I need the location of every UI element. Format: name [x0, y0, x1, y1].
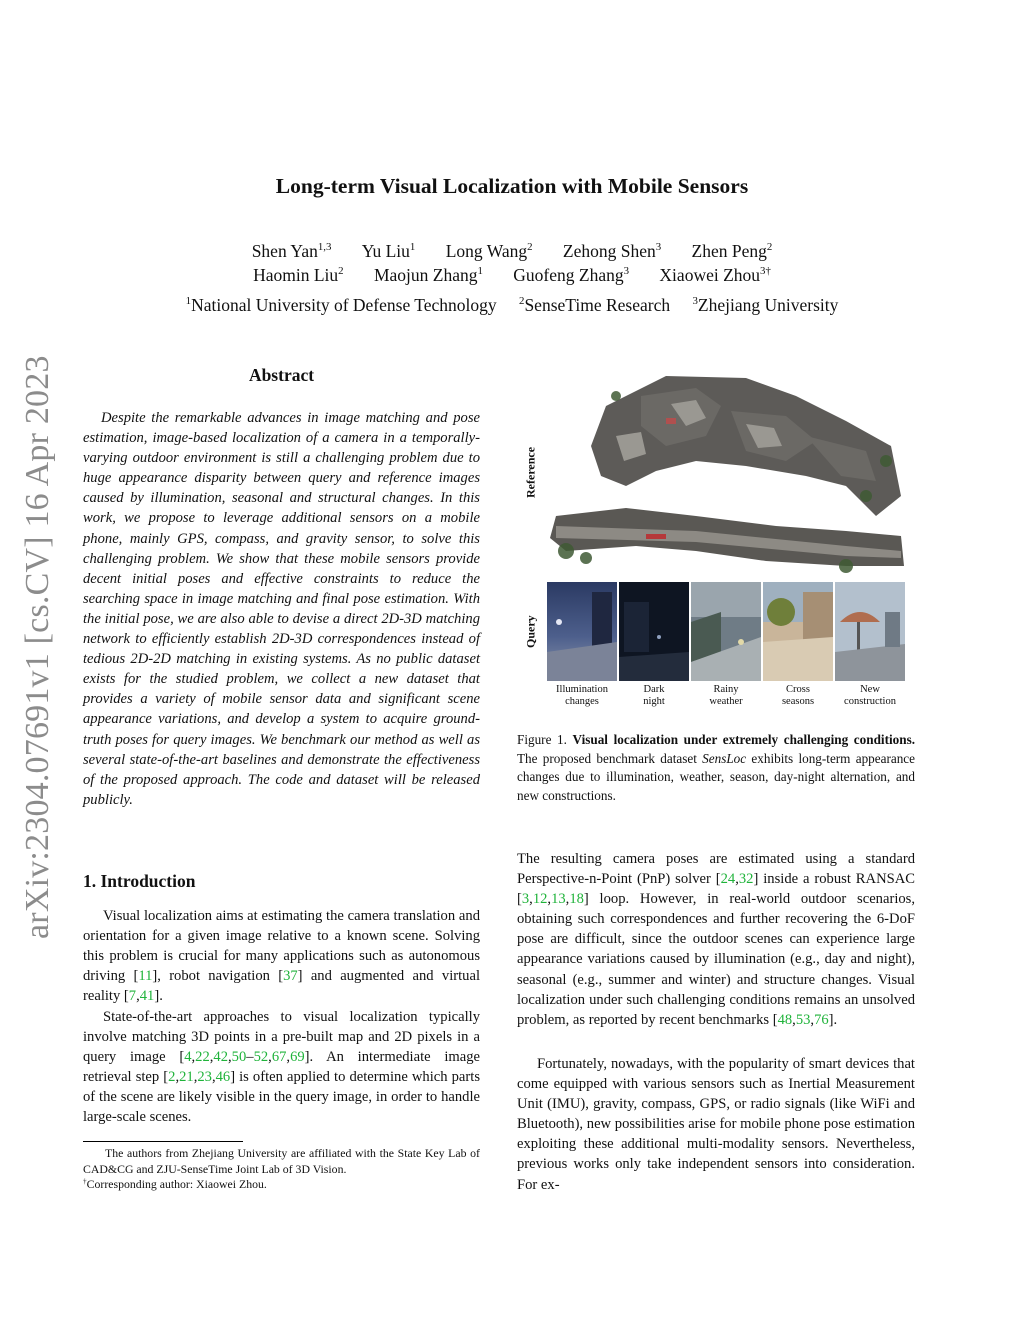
footnote-divider [83, 1141, 243, 1142]
query-caption: New construction [844, 684, 896, 707]
query-caption: Rainy weather [709, 684, 743, 707]
affiliation: $^3$Zhejiang University [692, 294, 839, 315]
citation-link[interactable]: 48 [777, 1011, 793, 1028]
abstract-heading: Abstract [248, 365, 315, 385]
citation-link[interactable]: 11 [138, 968, 153, 985]
abstract-body: Despite the remarkable advances in image matching and pose estimation, image-based localization of a camera in a temporally-varying outdoor environment is still a challenging problem due to huge appearance disparity between query and reference images caused by illumination, seasonal and structural changes. In this work, we propose to leverage additional sensors on a mobile phone, mainly GPS, compass, and gravity sensor, to solve this challenging problem. We show that these mobile sensors provide decent initial poses and effective constraints to reduce the searching space in image matching and final pose estimation. With the initial pose, we are also able to devise a direct 2D-3D matching network to efficiently establish 2D-3D correspondences instead of tedious 2D-2D matching in existing systems. As no public dataset exists for the studied problem, we collect a new dataset that provides a variety of mobile sensor data and significant scene appearance variations, and develop a system to acquire ground-truth poses for query images. We benchmark our method as well as several state-of-the-art baselines and demonstrate the effectiveness of the proposed approach. The code and dataset will be released publicly. [83, 410, 480, 808]
citation-link[interactable]: 18 [569, 891, 584, 908]
intro-paragraph-1: Visual localization aims at estimating the camera translation and orientation for a given image relative to a known scene. Solving this problem is crucial for many applications such as autonomous driving [11], robot navigation [37] and augmented and virtual reality [7,41]. [83, 908, 480, 1005]
arxiv-identifier: arXiv:2304.07691v1 [cs.CV] 16 Apr 2023 [19, 355, 56, 939]
citation-link[interactable]: 41 [139, 988, 155, 1005]
author: Haomin Liu$^2$ [253, 264, 344, 285]
right-paragraph-1: The resulting camera poses are estimated using a standard Perspective-n-Point (PnP) solver [24,32] inside a robust RANSAC [3,12,13,18] loop. However, in real-world outdoor scenarios, obtaining such correspondences and further recovering the 6-DoF pose are difficult, since the outdoor scenes can experience large appearance variations caused by illumination (e.g., day and night), seasonal (e.g., summer and winter) and structure changes. Visual localization under such challenging conditions remains an unsolved problem, as reported by recent benchmarks [48,53,76]. [517, 851, 915, 1028]
citation-link[interactable]: 37 [283, 968, 298, 985]
query-caption: Illumination changes [556, 684, 608, 707]
author: Shen Yan$^{1,3}$ [251, 240, 332, 261]
citation-link[interactable]: 46 [215, 1069, 231, 1086]
citation-link[interactable]: 52 [253, 1049, 269, 1066]
query-image-new-construction [835, 582, 905, 681]
query-caption: Dark night [643, 684, 665, 707]
right-paragraph-2: Fortunately, nowadays, with the popularity of smart devices that come equipped with various sensors such as Inertial Measurement Unit (IMU), gravity, compass, GPS, or radio signals (like WiFi and Bluetooth), new possibilities arise for mobile phone pose estimation exploiting these additional multi-modality sensors. Nevertheless, previous works only take independent sensors into consideration. For ex- [517, 1056, 915, 1193]
citation-link[interactable]: 13 [551, 891, 566, 908]
author: Guofeng Zhang$^3$ [513, 264, 630, 285]
affiliation: $^1$National University of Defense Technology [185, 294, 497, 315]
footnote-line: †Corresponding author: Xiaowei Zhou. [83, 1176, 267, 1191]
affiliations [0, 295, 1024, 316]
author: Long Wang$^2$ [445, 240, 533, 261]
citation-link[interactable]: 42 [213, 1049, 229, 1066]
citation-link[interactable]: 23 [197, 1069, 212, 1086]
query-image-rainy-weather [691, 582, 761, 681]
author: Zhen Peng$^2$ [691, 240, 773, 261]
author: Xiaowei Zhou$^{3\dagger}$ [659, 264, 771, 285]
citation-link[interactable]: 12 [532, 891, 548, 908]
citation-link[interactable]: 32 [738, 871, 754, 888]
citation-link[interactable]: 24 [720, 871, 736, 888]
figure-caption: Figure 1. Visual localization under extremely challenging conditions. The proposed benchmark dataset SensLoc exhibits long-term appearance changes due to illumination, weather, season, day-night alternation, and new constructions. [517, 732, 916, 803]
section-heading-introduction: 1. Introduction [83, 871, 196, 891]
authors-line-1 [0, 241, 1024, 262]
figure-row-label-reference: Reference [523, 446, 538, 498]
citation-link[interactable]: 76 [814, 1011, 829, 1028]
figure-row-label-query: Query [523, 615, 538, 649]
author: Zehong Shen$^3$ [562, 240, 662, 261]
citation-link[interactable]: 69 [290, 1049, 305, 1066]
affiliation: $^2$SenseTime Research [519, 294, 671, 315]
query-image-dark-night [619, 582, 689, 681]
citation-link[interactable]: 2 [168, 1069, 176, 1086]
citation-link[interactable]: 22 [195, 1049, 210, 1066]
citation-link[interactable]: 4 [184, 1049, 192, 1066]
citation-link[interactable]: 21 [179, 1069, 194, 1086]
author: Yu Liu$^1$ [361, 240, 416, 261]
citation-link[interactable]: 67 [271, 1049, 287, 1066]
query-image-illumination [547, 582, 617, 681]
reference-3d-map-image [546, 366, 906, 581]
citation-link[interactable]: 50 [231, 1049, 247, 1066]
footnote-line: The authors from Zhejiang University are affiliated with the State Key Lab of CAD&CG and ZJU-SenseTime Joint Lab of 3D Vision. [83, 1146, 480, 1176]
footnote [83, 1146, 480, 1193]
citation-link[interactable]: 3 [521, 891, 530, 908]
paper-title: Long-term Visual Localization with Mobile Sensors [275, 174, 749, 198]
intro-paragraph-2: State-of-the-art approaches to visual localization typically involve matching 3D points in a pre-built map and 2D pixels in a query image [4,22,42,50–52,67,69]. An intermediate image retrieval step [2,21,23,46] is often applied to determine which parts of the scene are likely visible in the query image, in order to handle large-scale scenes. [83, 1009, 480, 1126]
query-image-cross-seasons [763, 582, 833, 681]
authors-line-2 [0, 265, 1024, 286]
author: Maojun Zhang$^1$ [373, 264, 483, 285]
query-caption: Cross seasons [781, 684, 815, 707]
citation-link[interactable]: 7 [128, 988, 137, 1005]
citation-link[interactable]: 53 [795, 1011, 811, 1028]
